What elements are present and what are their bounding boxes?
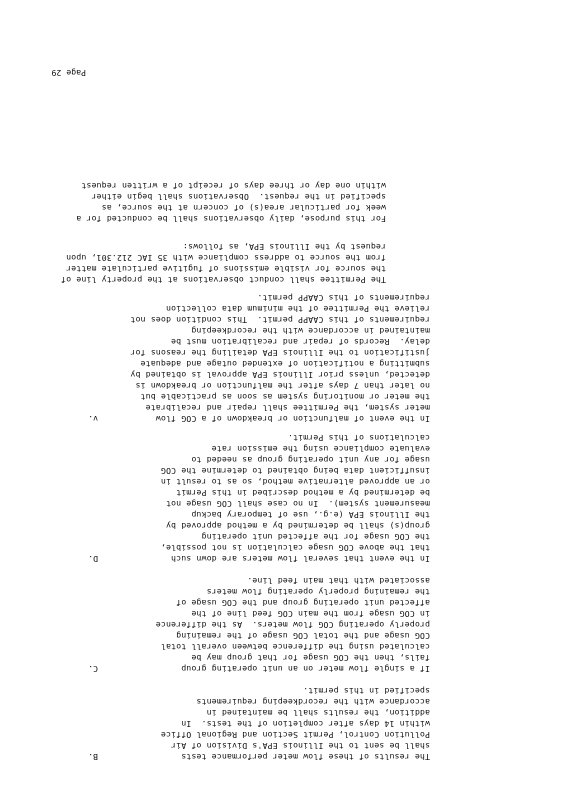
paragraph-line: that the above COG usage calculation is not possible, [160,543,430,553]
paragraph-line: measurement system). In no case shall COG usage not [165,499,430,509]
paragraph-line: the source for visible emissions of fugitive particulate matter [66,264,386,274]
paragraph-marker: D. [88,554,98,564]
paragraph-line: or an approved alternative method, so as to result in [160,477,430,487]
paragraph-line: relieve the Permittee of the minimum data collection [165,304,430,314]
paragraph-line: In the event that several flow meters are down such [170,554,430,564]
paragraph-line: The results of these flow meter performance tests [181,752,430,762]
paragraph-line: submitting a notification of extended outage and adequate [140,359,430,369]
paragraph-marker: C. [88,664,98,674]
paragraph-line: the COG usage for the affected unit operating [201,532,430,542]
paragraph-line: insufficient data being obtained to determine the COG [160,466,430,476]
paragraph-marker: B. [88,752,98,762]
paragraph-line: delay. Records of repair and recalibration must be [170,337,430,347]
paragraph-line: requirements of this CAAPP permit. This condition does not [130,315,430,325]
paragraph-line: in COG usage from the main COG feed line of the [191,609,430,619]
paragraph-line: the Illinois EPA (e.g., use of temporary backup [191,510,430,520]
paragraph-line: maintained in accordance with the recordkeeping [191,326,430,336]
paragraph-line: properly operating COG flow meters. As the difference [155,620,430,630]
paragraph-line: request by the Illinois EPA, as follows: [182,242,386,252]
paragraph-line: accordance with the recordkeeping requirements [196,697,430,707]
paragraph-line: associated with that main feed line. [247,576,430,586]
paragraph-line: If a single flow meter on an unit operating group [181,664,430,674]
paragraph-line: calculations of this Permit. [287,433,430,443]
paragraph-line: no later than 7 days after the malfunction or breakdown is [135,381,430,391]
page-number: Page 29 [51,68,86,78]
paragraph-line: affected unit operating group and the COG usage of [176,598,430,608]
paragraph-line: week for particular area(s) of concern at the source, as [101,203,386,213]
paragraph-line: requirements of this CAAPP permit. [257,293,430,303]
paragraph-line: usage for any unit operating group as needed to [191,455,430,465]
paragraph-line: be determined by a method described in this Permit [176,488,430,498]
paragraph-marker: v. [88,414,98,424]
paragraph-line: calculated using the difference between overall total [160,642,430,652]
paragraph-line: specified in the request. Observations shall begin either [91,192,386,202]
paragraph-line: evaluate compliance using the emission rate [211,444,430,454]
paragraph-line: within 14 days after completion of the tests. In [181,719,430,729]
paragraph-line: specified in this permit. [303,686,430,696]
paragraph-line: detected, unless prior Illinois EPA approval is obtained by [130,370,430,380]
paragraph-line: group(s) shall be determined by a method approved by [165,521,430,531]
paragraph-line: fails, then the COG usage for that group may be [191,653,430,663]
paragraph-line: In the event of malfunction or breakdown of a COG flow [155,414,430,424]
paragraph-line: from the source to address compliance with 35 IAC 212.301, upon [66,253,386,263]
paragraph-line: shall be sent to the Illinois EPA's Division of Air [170,741,430,751]
paragraph-line: The Permittee shall conduct observations at the property line of [60,275,386,285]
paragraph-line: COG usage and the total COG usage of the remaining [176,631,430,641]
paragraph-line: justification to the Illinois EPA detailing the reasons for [130,348,430,358]
paragraph-line: Pollution Control, Permit Section and Regional Office [160,730,430,740]
paragraph-line: addition, the results shall be maintained in [206,708,430,718]
paragraph-line: within one day or three days of receipt of a written request [81,181,386,191]
paragraph-line: the meter or monitoring system as soon as practicable but [140,392,430,402]
paragraph-line: the remaining properly operating flow meters [206,587,430,597]
paragraph-line: For this purpose, daily observations shall be conducted for a [76,214,386,224]
paragraph-line: meter system, the Permittee shall repair and recalibrate [145,403,430,413]
